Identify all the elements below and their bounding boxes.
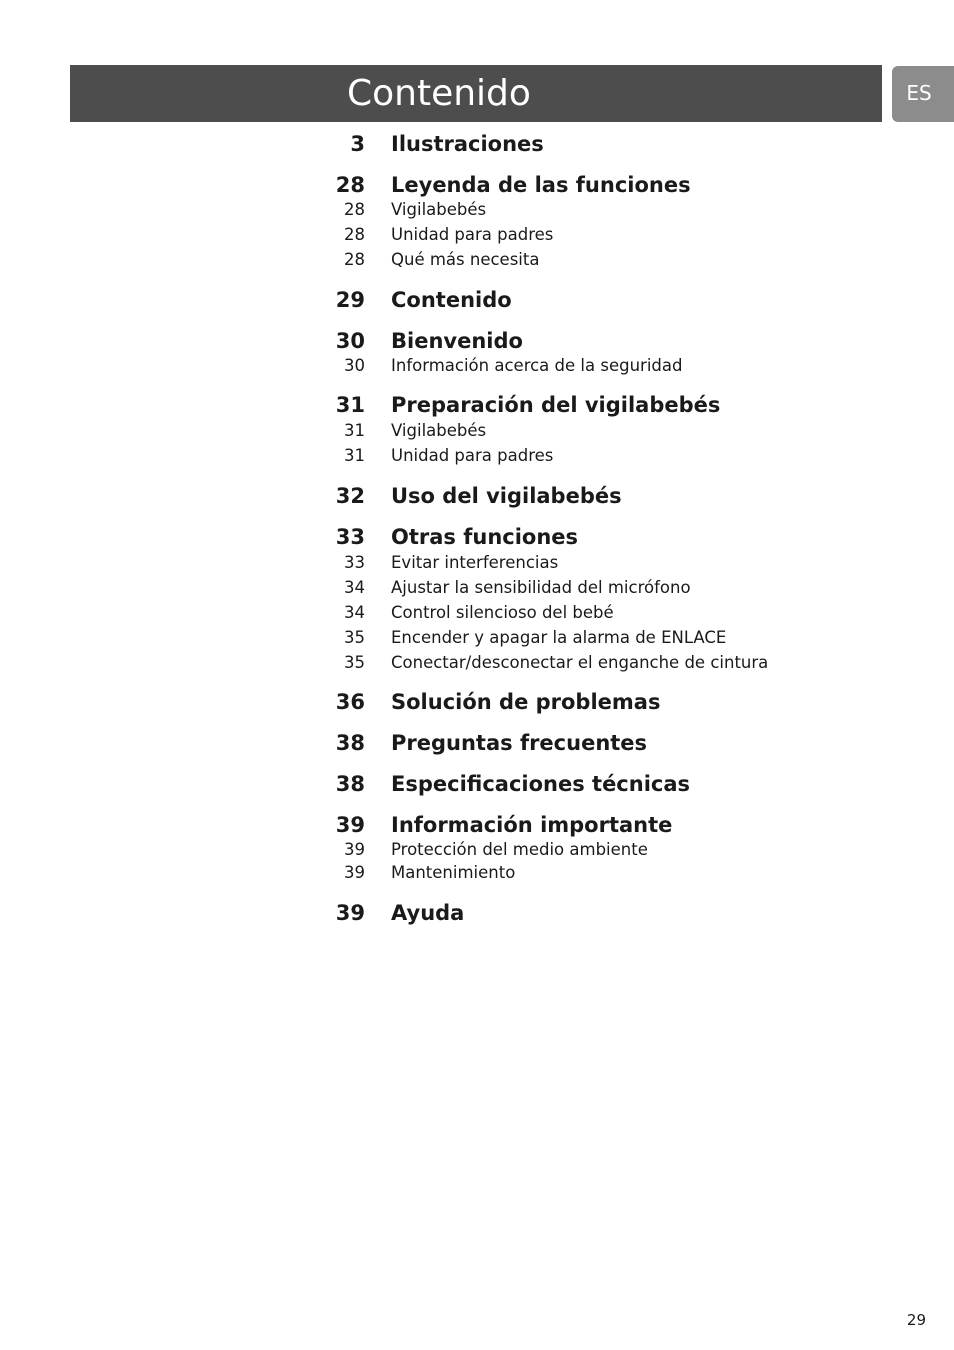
toc-page-number: 33 — [335, 525, 365, 549]
toc-entry-label: Ilustraciones — [391, 132, 544, 156]
toc-subentry[interactable] — [0, 651, 954, 675]
toc-entry[interactable] — [0, 811, 954, 839]
toc-entry[interactable] — [0, 482, 954, 510]
toc-entry-label: Contenido — [391, 288, 512, 312]
toc-page-number: 32 — [335, 484, 365, 508]
toc-subentry[interactable] — [0, 838, 954, 862]
toc-page-number: 30 — [344, 356, 365, 375]
toc-subentry-label: Encender y apagar la alarma de ENLACE — [391, 628, 727, 647]
toc-page-number: 35 — [344, 628, 365, 647]
toc-entry-label: Otras funciones — [391, 525, 579, 549]
toc-subentry[interactable] — [0, 198, 954, 222]
toc-entry[interactable] — [0, 729, 954, 757]
toc-page-number: 31 — [344, 446, 365, 465]
toc-subentry[interactable] — [0, 626, 954, 650]
toc-subentry[interactable] — [0, 551, 954, 575]
toc-entry-label: Preguntas frecuentes — [391, 731, 648, 755]
toc-subentry-label: Información acerca de la seguridad — [391, 356, 683, 375]
toc-subentry-label: Control silencioso del bebé — [391, 603, 614, 622]
toc-entry[interactable] — [0, 171, 954, 199]
toc-subentry[interactable] — [0, 444, 954, 468]
language-tab-label: ES — [906, 81, 932, 105]
toc-entry[interactable] — [0, 327, 954, 355]
toc-subentry-label: Protección del medio ambiente — [391, 840, 648, 859]
toc-page-number: 38 — [335, 772, 365, 796]
toc-entry-label: Especificaciones técnicas — [391, 772, 691, 796]
toc-entry[interactable] — [0, 286, 954, 314]
toc-entry-label: Preparación del vigilabebés — [391, 393, 721, 417]
toc-subentry[interactable] — [0, 861, 954, 885]
toc-page-number: 34 — [344, 578, 365, 597]
toc-subentry[interactable] — [0, 248, 954, 272]
toc-subentry-label: Mantenimiento — [391, 863, 516, 882]
toc-page-number: 28 — [335, 173, 365, 197]
toc-entry-label: Uso del vigilabebés — [391, 484, 622, 508]
toc-subentry[interactable] — [0, 223, 954, 247]
toc-entry-label: Solución de problemas — [391, 690, 661, 714]
toc-entry[interactable] — [0, 899, 954, 927]
toc-entry-label: Bienvenido — [391, 329, 523, 353]
toc-page-number: 28 — [344, 200, 365, 219]
toc-subentry-label: Unidad para padres — [391, 446, 554, 465]
toc-subentry-label: Conectar/desconectar el enganche de cintura — [391, 653, 769, 672]
toc-subentry-label: Vigilabebés — [391, 421, 487, 440]
toc-page-number: 33 — [344, 553, 365, 572]
toc-page-number: 38 — [335, 731, 365, 755]
toc-entry-label: Leyenda de las funciones — [391, 173, 691, 197]
toc-page-number: 36 — [335, 690, 365, 714]
toc-page-number: 31 — [344, 421, 365, 440]
toc-page-number: 39 — [335, 901, 365, 925]
toc-page-number: 3 — [350, 132, 365, 156]
toc-page-number: 39 — [344, 863, 365, 882]
toc-page-number: 31 — [335, 393, 365, 417]
toc-subentry-label: Qué más necesita — [391, 250, 540, 269]
toc-entry-label: Información importante — [391, 813, 673, 837]
toc-entry[interactable] — [0, 130, 954, 158]
toc-page-number: 30 — [335, 329, 365, 353]
toc-page-number: 39 — [335, 813, 365, 837]
toc-subentry-label: Ajustar la sensibilidad del micrófono — [391, 578, 691, 597]
toc-subentry-label: Evitar interferencias — [391, 553, 559, 572]
page-number: 29 — [906, 1311, 926, 1329]
toc-subentry[interactable] — [0, 576, 954, 600]
toc-entry[interactable] — [0, 523, 954, 551]
toc-entry[interactable] — [0, 391, 954, 419]
toc-page-number: 35 — [344, 653, 365, 672]
toc-page-number: 28 — [344, 225, 365, 244]
toc-subentry[interactable] — [0, 354, 954, 378]
toc-entry[interactable] — [0, 770, 954, 798]
toc-subentry-label: Unidad para padres — [391, 225, 554, 244]
toc-subentry-label: Vigilabebés — [391, 200, 487, 219]
toc-page-number: 29 — [335, 288, 365, 312]
toc-entry[interactable] — [0, 688, 954, 716]
toc-subentry[interactable] — [0, 419, 954, 443]
toc-entry-label: Ayuda — [391, 901, 465, 925]
toc-page-number: 34 — [344, 603, 365, 622]
toc-subentry[interactable] — [0, 601, 954, 625]
toc-page-number: 28 — [344, 250, 365, 269]
page-title: Contenido — [347, 73, 531, 114]
toc-page-number: 39 — [344, 840, 365, 859]
